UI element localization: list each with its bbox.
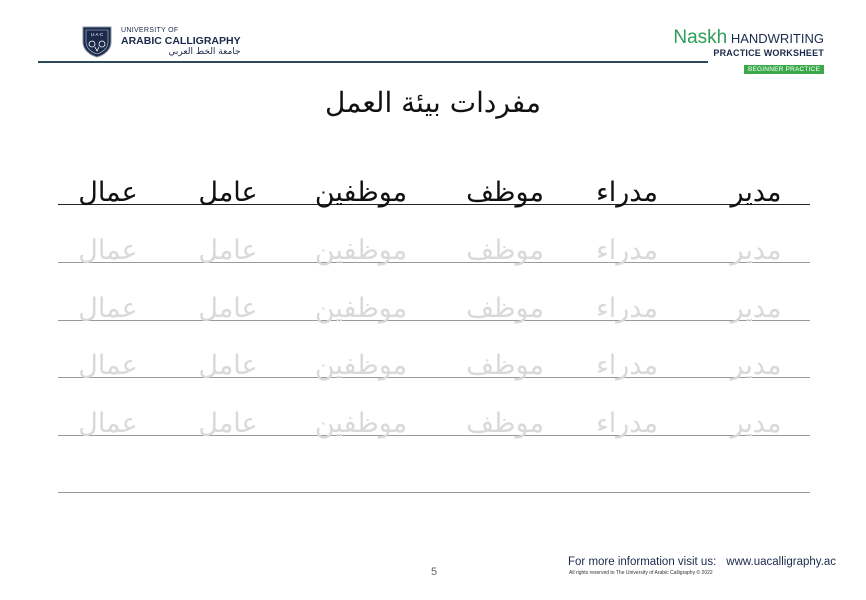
trace-word: موظفين <box>314 235 408 266</box>
trace-word: عامل <box>198 235 258 266</box>
level-badge: BEGINNER PRACTICE <box>744 65 824 74</box>
trace-word: موظف <box>466 293 544 324</box>
header-divider <box>38 61 708 63</box>
worksheet-heading-line <box>673 29 824 48</box>
trace-word: عمال <box>78 293 138 324</box>
trace-word: عامل <box>198 408 258 439</box>
handwriting-label: HANDWRITING <box>730 31 824 46</box>
page-number: 5 <box>430 566 438 578</box>
trace-word: مدراء <box>596 350 658 381</box>
trace-word: موظفين <box>314 408 408 439</box>
university-name <box>121 27 241 58</box>
trace-word: مدراء <box>596 408 658 439</box>
trace-word: عمال <box>78 408 138 439</box>
university-crest-icon <box>80 24 114 58</box>
logo-text: U·A·C <box>90 32 104 37</box>
worksheet-heading <box>673 29 824 76</box>
university-line1: UNIVERSITY OF <box>121 27 179 34</box>
model-word: مدراء <box>596 177 658 208</box>
trace-word: عامل <box>198 293 258 324</box>
practice-worksheet-label: PRACTICE WORKSHEET <box>713 48 824 58</box>
trace-word: مدير <box>730 408 782 439</box>
trace-word: مدير <box>730 293 782 324</box>
guide-line <box>58 492 810 493</box>
trace-word: موظفين <box>314 293 408 324</box>
trace-word: موظف <box>466 408 544 439</box>
university-line2: ARABIC CALLIGRAPHY <box>121 35 241 47</box>
trace-word: موظفين <box>314 350 408 381</box>
copyright-notice: All rights reserved to The University of Arabic Calligraphy © 2022 <box>569 570 713 576</box>
trace-word: مدير <box>730 350 782 381</box>
university-arabic: جامعة الخط العربي <box>168 47 241 57</box>
trace-word: مدير <box>730 235 782 266</box>
trace-word: مدراء <box>596 293 658 324</box>
website-link[interactable]: www.uacalligraphy.ac <box>726 556 836 568</box>
trace-word: عمال <box>78 235 138 266</box>
footer-info-label: For more information visit us: <box>568 556 717 568</box>
worksheet-title: مفردات بيئة العمل <box>325 86 541 119</box>
trace-word: موظف <box>466 350 544 381</box>
model-word: عامل <box>198 177 258 208</box>
script-name: Naskh <box>673 27 728 48</box>
trace-word: عمال <box>78 350 138 381</box>
trace-word: مدراء <box>596 235 658 266</box>
trace-word: عامل <box>198 350 258 381</box>
model-word: موظفين <box>314 177 408 208</box>
model-word: مدير <box>730 177 782 208</box>
model-word: موظف <box>466 177 544 208</box>
footer-info <box>568 556 836 568</box>
trace-word: موظف <box>466 235 544 266</box>
model-word: عمال <box>78 177 138 208</box>
